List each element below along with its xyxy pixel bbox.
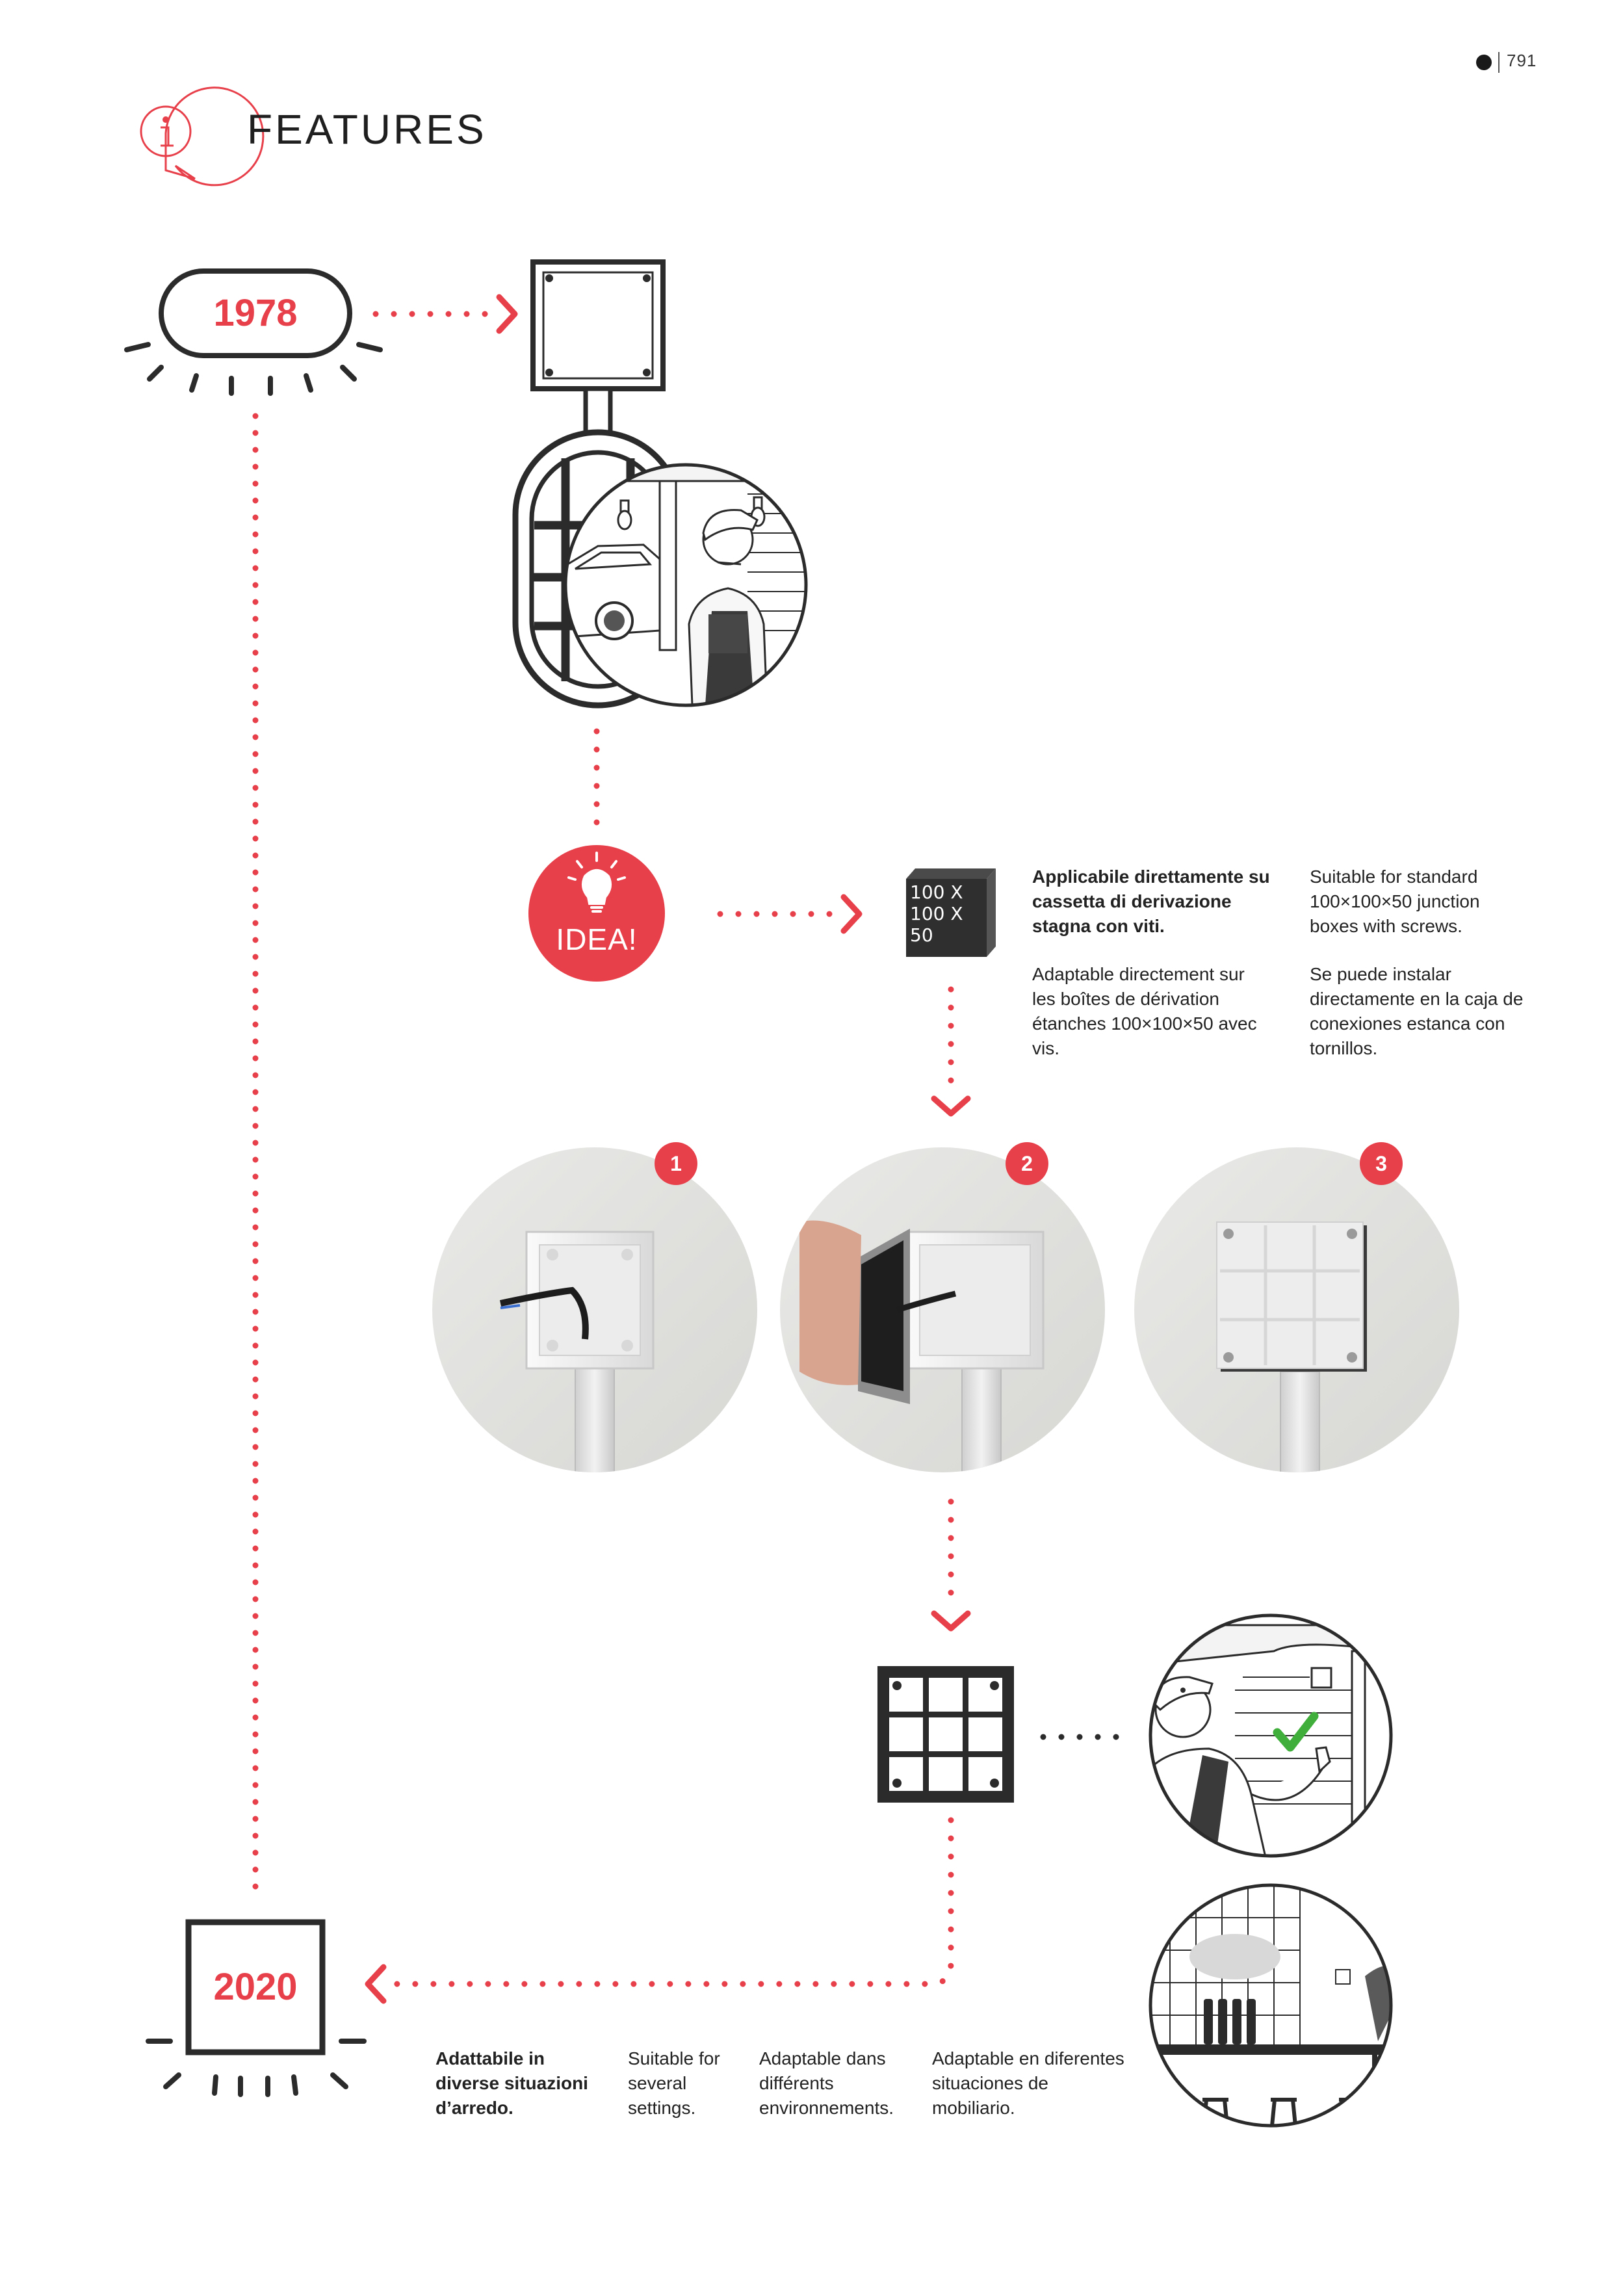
step-2-photo [780, 1147, 1105, 1495]
settings-text-en: Suitable for several settings. [628, 2048, 720, 2118]
step-3-photo [1134, 1147, 1459, 1495]
junction-box-label-3: 50 [910, 924, 933, 946]
page-number: 791 [1507, 51, 1537, 70]
junction-box-label-2: 100 X [910, 903, 963, 924]
compat-text-it: Applicabile direttamente su cassetta di derivazione stagna con viti. [1032, 867, 1270, 936]
step-1-number: 1 [670, 1152, 682, 1175]
year-1978-label: 1978 [213, 292, 298, 334]
step-2-number: 2 [1021, 1152, 1033, 1175]
page-marker-dot [1476, 55, 1492, 70]
settings-text-fr: Adaptable dans différents environnements. [759, 2048, 894, 2118]
year-2020-label: 2020 [213, 1966, 298, 2008]
idea-badge [528, 845, 665, 982]
bar-interior-illustration [1150, 1885, 1404, 2139]
compat-text-fr: Adaptable directement sur les boîtes de dérivation étanches 100×100×50 avec vis. [1032, 964, 1257, 1058]
page-title: FEATURES [247, 106, 487, 153]
new-lamp-drawing [877, 1666, 1014, 1803]
worker-approval-illustration [1144, 1615, 1391, 1885]
year-2020-badge [148, 1922, 364, 2094]
idea-label: IDEA! [556, 922, 638, 956]
garage-scene-illustration [565, 462, 812, 705]
info-speech-icon [141, 88, 263, 185]
settings-text-it: Adattabile in diverse situazioni d’arredo. [435, 2048, 588, 2118]
compat-text-en: Suitable for standard 100×100×50 junction boxes with screws. [1310, 867, 1480, 936]
compat-text-es: Se puede instalar directamente en la caja de conexiones estanca con tornillos. [1310, 964, 1524, 1058]
step-1-photo [432, 1147, 757, 1495]
settings-text-es: Adaptable en diferentes situaciones de mobiliario. [932, 2048, 1124, 2118]
step-3-number: 3 [1375, 1152, 1387, 1175]
junction-box-label-1: 100 X [910, 881, 963, 903]
